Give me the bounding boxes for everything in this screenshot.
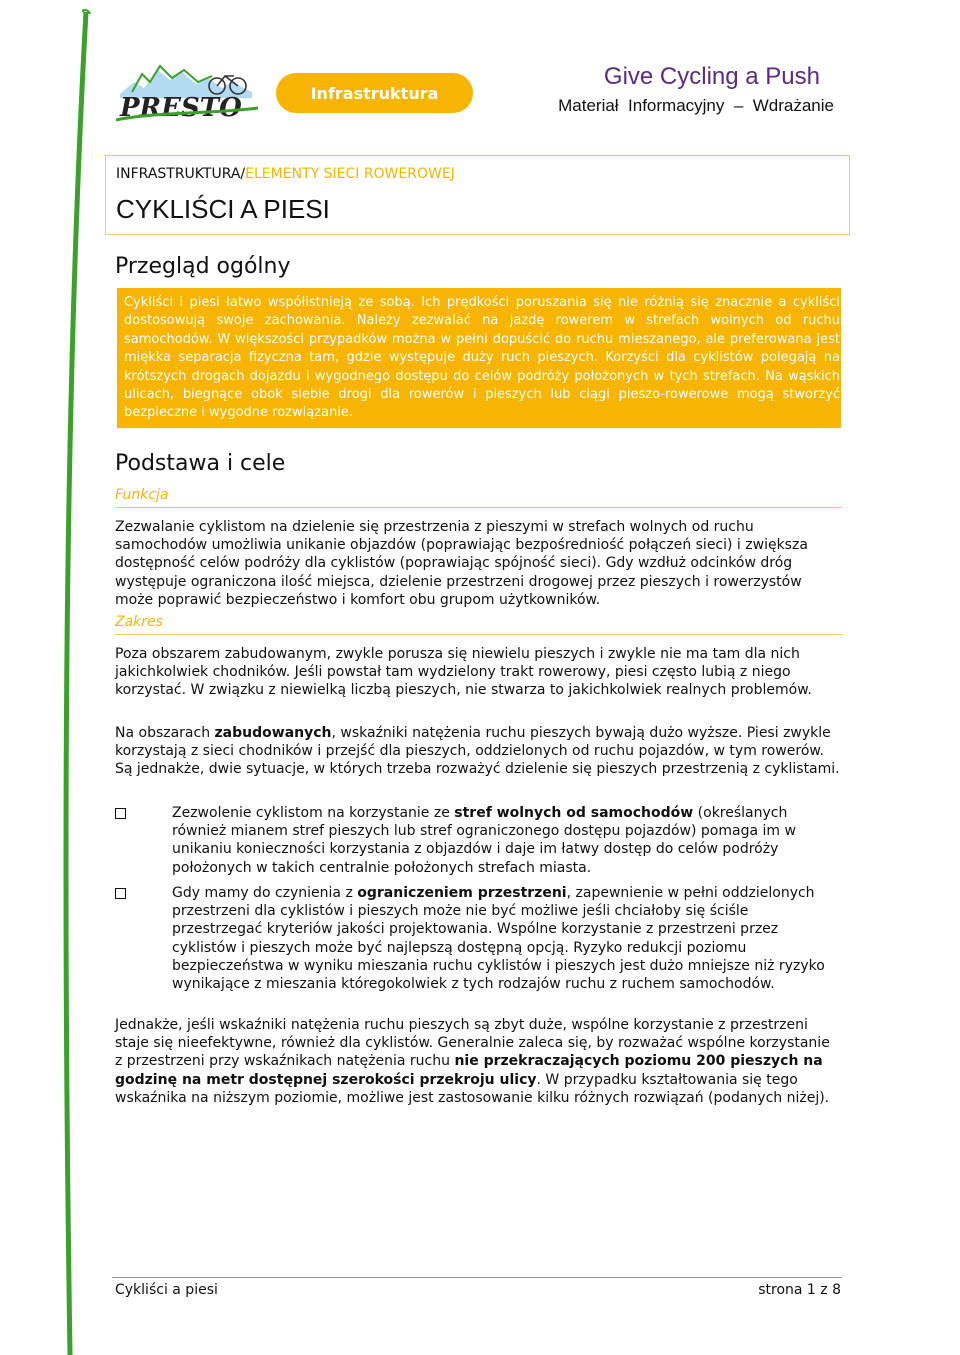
bullet2-text-a: Gdy mamy do czynienia z (172, 885, 358, 901)
basis-heading: Podstawa i cele (115, 451, 286, 476)
section-label-pill (276, 73, 473, 113)
summary-box (117, 288, 841, 428)
brand-title: Give Cycling a Push (603, 63, 820, 90)
bullet1-text-b: (określanych również mianem stref pieszych lub stref ograniczonego dostępu pojazdów) pomaga im w unikaniu konieczności korzystania z objazdów i daje im łatwy dostęp do celów podróży położonych w takich centralnie położonych strefach miasta. (172, 805, 796, 876)
function-paragraph: Zezwalanie cyklistom na dzielenie się przestrzenia z pieszymi w strefach wolnych od ruchu samochodów umożliwia unikanie objazdów (poprawiając bezpośredniość połączeń sieci) i zwiększa dostępność celów podróży dla cyklistów (poprawiając spójność sieci). Gdy wzdłuż odcinków dróg występuje ograniczona ilość miejsca, dzielenie przestrzeni drogowej przez pieszych i rowerzystów może poprawić bezpieczeństwo i komfort obu grupom użytkowników. (115, 519, 808, 608)
bullet-text (172, 804, 841, 877)
summary-text: Cykliści i piesi łatwo współistnieją ze sobą. Ich prędkości poruszania się nie różnią się znacznie a cykliści dostosowują swoje zachowania. Należy zezwalać na jazdę rowerem w strefach wolnych od ruchu samochodów. W większości przypadków można w pełni dopuścić do ruchu mieszanego, ale preferowana jest miękka separacja fizyczna tam, gdzie występuje duży ruch pieszych. Korzyści dla cyklistów polegają na krótszych drogach dojazdu i wygodnego dostępu do celów podróży położonych w tych strefach. Na wąskich ulicach, biegnące obok siebie drogi dla rowerów i pieszych lub ciągi pieszo-rowerowe mogą stworzyć bezpieczne i wygodne rozwiązanie. (124, 295, 840, 421)
scope-paragraph-1: Poza obszarem zabudowanym, zwykle porusza się niewielu pieszych i zwykle nie ma tam dla nich jakichkolwiek chodników. Jeśli powstał tam wydzielony trakt rowerowy, piesi często lubią z niego korzystać. W związku z niewielką liczbą pieszych, nie stwarza to jakichkolwiek realnych problemów. (115, 646, 812, 699)
footer-divider (112, 1277, 842, 1278)
final-paragraph (115, 1016, 841, 1107)
presto-logo (112, 52, 262, 124)
footer-title: Cykliści a piesi (115, 1282, 218, 1298)
bullet-box-icon (115, 808, 126, 819)
green-decorative-line (0, 0, 100, 1355)
scope-p2-text-b: , wskaźniki natężenia ruchu pieszych bywają dużo wyższe. Piesi zwykle korzystają z sieci chodników i przejść dla pieszych, oddzielonych od ruchu pojazdów, w tym rowerów. Są jednakże, dwie sytuacje, w których trzeba rozważyć dzielenie się pieszych przestrzenią z cyklistami. (115, 725, 840, 778)
scope-p2-text-a: Na obszarach (115, 725, 215, 741)
bullet1-text-a: Zezwolenie cyklistom na korzystanie ze (172, 805, 455, 821)
breadcrumb (116, 166, 455, 182)
logo-wordmark: PRESTO (120, 93, 242, 123)
scope-paragraph-2 (115, 724, 841, 779)
overview-heading: Przegląd ogólny (115, 254, 291, 279)
bullet2-bold: ograniczeniem przestrzeni (357, 885, 567, 901)
section-label: Infrastruktura (310, 83, 439, 103)
brand-subtitle: Materiał Informacyjny – Wdrażanie (558, 96, 834, 115)
list-item (115, 884, 841, 993)
list-item (115, 804, 841, 877)
scope-p2-bold: zabudowanych (214, 725, 332, 741)
final-bold: nie przekraczających poziomu 200 pieszych na godzinę na metr dostępnej szerokości przekroju ulicy (115, 1053, 823, 1088)
breadcrumb-accent: ELEMENTY SIECI ROWEROWEJ (245, 166, 455, 182)
breadcrumb-prefix: INFRASTRUKTURA/ (116, 166, 246, 182)
bullet-box-icon (115, 888, 126, 899)
bullet2-text-b: , zapewnienie w pełni oddzielonych przestrzeni dla cyklistów i pieszych może nie być możliwe jeśli chciałoby się ściśle przestrzegać kryteriów jakości projektowania. Wspólne korzystanie z przestrzeni przez cyklistów i pieszych może być najlepszą dostępną opcją. Ryzyko redukcji poziomu bezpieczeństwa w wyniku mieszania ruchu cyklistów i pieszych jest dużo mniejsze niż ryzyko wynikające z mieszania któregokolwiek z tych rodzajów ruchu z ruchem samochodów. (172, 885, 825, 993)
scope-subheading: Zakres (115, 614, 842, 635)
title-box (105, 155, 850, 235)
bullet-text (172, 884, 841, 993)
page-number: strona 1 z 8 (758, 1282, 841, 1298)
function-subheading: Funkcja (115, 487, 842, 508)
bullet1-bold: stref wolnych od samochodów (454, 805, 694, 821)
page-title: CYKLIŚCI A PIESI (116, 194, 330, 224)
final-text-b: . W przypadku kształtowania się tego wskaźnika na niższym poziomie, możliwe jest zastosowanie kilku różnych rozwiązań (podanych niżej). (115, 1071, 830, 1106)
final-text-a: Jednakże, jeśli wskaźniki natężenia ruchu pieszych są zbyt duże, wspólne korzystanie z przestrzeni staje się nieefektywne, również dla cyklistów. Generalnie zaleca się, by rozważać wspólne korzystanie z przestrzeni przy wskaźnikach natężenia ruchu (115, 1017, 830, 1070)
